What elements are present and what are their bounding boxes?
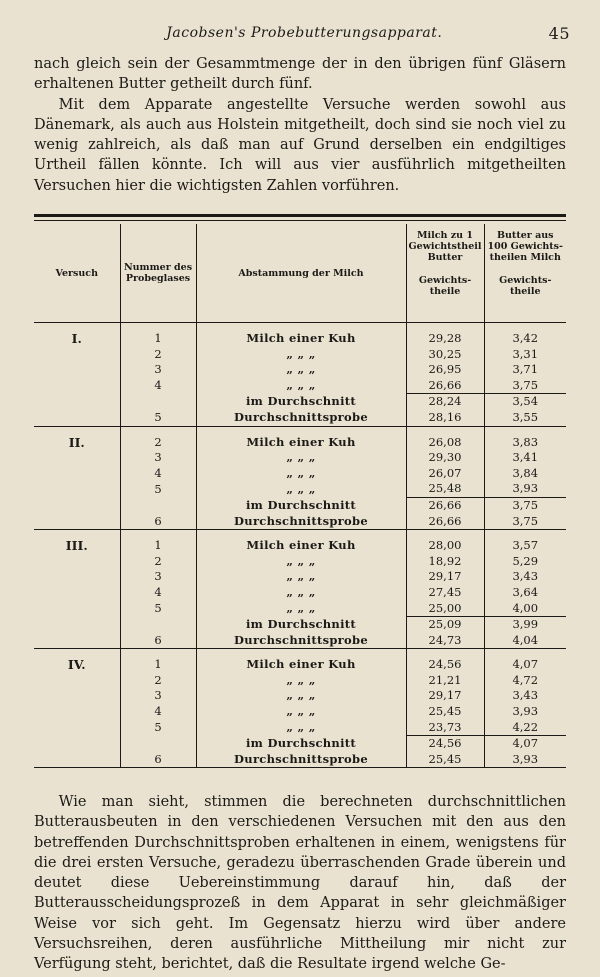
milk-per-butter: 29,28 bbox=[406, 331, 484, 347]
versuch-label bbox=[34, 497, 120, 513]
table-row bbox=[34, 538, 566, 554]
milk-origin: „ „ „ bbox=[196, 466, 406, 482]
table-row bbox=[34, 569, 566, 585]
butter-per-milk: 3,54 bbox=[484, 394, 566, 410]
versuch-label bbox=[34, 704, 120, 720]
running-title: Jacobsen's Probebutterungsapparat. bbox=[166, 25, 443, 41]
outro-text bbox=[34, 792, 566, 975]
butter-per-milk: 3,93 bbox=[484, 752, 566, 768]
butter-per-milk: 3,75 bbox=[484, 378, 566, 394]
results-table bbox=[34, 224, 566, 768]
milk-per-butter: 23,73 bbox=[406, 720, 484, 736]
butter-per-milk: 3,64 bbox=[484, 585, 566, 601]
table-row bbox=[34, 435, 566, 451]
intro-paragraph-1: nach gleich sein der Gesammtmenge der in den übrigen fünf Gläsern erhaltenen Butter getheilt durch fünf. bbox=[34, 56, 566, 93]
probeglas-number: 2 bbox=[120, 347, 196, 363]
butter-per-milk: 3,99 bbox=[484, 617, 566, 633]
probeglas-number: 1 bbox=[120, 538, 196, 554]
butter-per-milk: 3,84 bbox=[484, 466, 566, 482]
probeglas-number: 1 bbox=[120, 657, 196, 673]
probeglas-number: 5 bbox=[120, 410, 196, 426]
table-row bbox=[34, 497, 566, 513]
milk-per-butter: 26,08 bbox=[406, 435, 484, 451]
table-row bbox=[34, 736, 566, 752]
header-abstammung: Abstammung der Milch bbox=[196, 224, 406, 323]
butter-per-milk: 4,07 bbox=[484, 736, 566, 752]
milk-origin: im Durchschnitt bbox=[196, 394, 406, 410]
table-row bbox=[34, 633, 566, 649]
probeglas-number: 3 bbox=[120, 688, 196, 704]
milk-per-butter: 28,16 bbox=[406, 410, 484, 426]
butter-per-milk: 3,93 bbox=[484, 704, 566, 720]
butter-per-milk: 4,07 bbox=[484, 657, 566, 673]
milk-per-butter: 26,66 bbox=[406, 378, 484, 394]
versuch-label bbox=[34, 362, 120, 378]
milk-origin: Milch einer Kuh bbox=[196, 435, 406, 451]
table-row bbox=[34, 585, 566, 601]
header-milch bbox=[406, 224, 484, 323]
running-header bbox=[60, 20, 570, 46]
milk-per-butter: 28,00 bbox=[406, 538, 484, 554]
milk-per-butter: 29,17 bbox=[406, 688, 484, 704]
versuch-label bbox=[34, 633, 120, 649]
butter-per-milk: 4,72 bbox=[484, 673, 566, 689]
butter-per-milk: 3,42 bbox=[484, 331, 566, 347]
probeglas-number: 4 bbox=[120, 704, 196, 720]
probeglas-number: 4 bbox=[120, 378, 196, 394]
milk-origin: „ „ „ bbox=[196, 720, 406, 736]
milk-per-butter: 29,30 bbox=[406, 450, 484, 466]
milk-per-butter: 25,09 bbox=[406, 617, 484, 633]
table-top-rule-thin bbox=[34, 220, 566, 221]
butter-per-milk: 4,22 bbox=[484, 720, 566, 736]
versuch-label bbox=[34, 673, 120, 689]
header-nummer: Nummer des Probeglases bbox=[120, 224, 196, 323]
probeglas-number: 1 bbox=[120, 331, 196, 347]
versuch-label bbox=[34, 554, 120, 570]
milk-origin: Milch einer Kuh bbox=[196, 657, 406, 673]
butter-per-milk: 3,71 bbox=[484, 362, 566, 378]
table-row bbox=[34, 554, 566, 570]
group-spacer bbox=[34, 426, 566, 435]
probeglas-number: 6 bbox=[120, 514, 196, 530]
probeglas-number: 4 bbox=[120, 466, 196, 482]
milk-origin: im Durchschnitt bbox=[196, 617, 406, 633]
milk-origin: „ „ „ bbox=[196, 362, 406, 378]
butter-per-milk: 3,41 bbox=[484, 450, 566, 466]
header-milch-label: Milch zu 1 Gewichtstheil Butter bbox=[408, 230, 482, 263]
table-row bbox=[34, 347, 566, 363]
group-spacer bbox=[34, 323, 566, 332]
butter-per-milk: 3,93 bbox=[484, 481, 566, 497]
probeglas-number: 6 bbox=[120, 752, 196, 768]
intro-text bbox=[34, 54, 566, 196]
probeglas-number: 3 bbox=[120, 569, 196, 585]
milk-origin: „ „ „ bbox=[196, 481, 406, 497]
milk-origin: „ „ „ bbox=[196, 450, 406, 466]
butter-per-milk: 4,00 bbox=[484, 601, 566, 617]
milk-per-butter: 24,73 bbox=[406, 633, 484, 649]
versuch-label bbox=[34, 736, 120, 752]
outro-paragraph-1: Wie man sieht, stimmen die berechneten durchschnittlichen Butterausbeuten in den verschiedenen Versuchen mit den aus den betreffenden Durchschnittsproben erhaltenen in einem, wenigstens für die drei ersten Versuche, geradezu überraschenden Grade überein und deutet diese Uebereinstimmung darauf hin, daß der Butterausscheidungsprozeß in dem Apparat in sehr gleichmäßiger Weise vor sich geht. Im Gegensatz hierzu wird über andere Versuchsreihen, deren ausführliche Mittheilung mir nicht zur Verfügung steht, berichtet, daß die Resultate irgend welche Ge- bbox=[34, 794, 566, 973]
table-row bbox=[34, 752, 566, 768]
versuch-label bbox=[34, 585, 120, 601]
header-milch-unit: Gewichts-theile bbox=[418, 275, 472, 297]
milk-per-butter: 21,21 bbox=[406, 673, 484, 689]
butter-per-milk: 3,43 bbox=[484, 569, 566, 585]
milk-per-butter: 25,00 bbox=[406, 601, 484, 617]
milk-origin: „ „ „ bbox=[196, 347, 406, 363]
versuch-label bbox=[34, 601, 120, 617]
table-row bbox=[34, 410, 566, 426]
table-row bbox=[34, 617, 566, 633]
table-header-row bbox=[34, 224, 566, 323]
probeglas-number bbox=[120, 617, 196, 633]
butter-per-milk: 3,43 bbox=[484, 688, 566, 704]
milk-origin: „ „ „ bbox=[196, 601, 406, 617]
milk-per-butter: 24,56 bbox=[406, 736, 484, 752]
table-row bbox=[34, 394, 566, 410]
milk-origin: Durchschnittsprobe bbox=[196, 752, 406, 768]
milk-per-butter: 27,45 bbox=[406, 585, 484, 601]
milk-origin: Milch einer Kuh bbox=[196, 331, 406, 347]
butter-per-milk: 3,83 bbox=[484, 435, 566, 451]
versuch-label bbox=[34, 514, 120, 530]
header-butter-unit: Gewichts-theile bbox=[499, 275, 552, 297]
probeglas-number: 2 bbox=[120, 435, 196, 451]
milk-origin: „ „ „ bbox=[196, 554, 406, 570]
milk-per-butter: 25,45 bbox=[406, 752, 484, 768]
group-spacer bbox=[34, 649, 566, 658]
milk-origin: Durchschnittsprobe bbox=[196, 633, 406, 649]
butter-per-milk: 3,55 bbox=[484, 410, 566, 426]
versuch-label: III. bbox=[65, 538, 88, 554]
milk-per-butter: 26,66 bbox=[406, 514, 484, 530]
milk-per-butter: 24,56 bbox=[406, 657, 484, 673]
table-row bbox=[34, 450, 566, 466]
probeglas-number: 3 bbox=[120, 362, 196, 378]
milk-origin: „ „ „ bbox=[196, 585, 406, 601]
probeglas-number: 5 bbox=[120, 601, 196, 617]
milk-origin: Durchschnittsprobe bbox=[196, 410, 406, 426]
table-row bbox=[34, 466, 566, 482]
table-row bbox=[34, 673, 566, 689]
header-butter bbox=[484, 224, 566, 323]
table-row bbox=[34, 720, 566, 736]
versuch-label bbox=[34, 347, 120, 363]
milk-origin: „ „ „ bbox=[196, 688, 406, 704]
milk-origin: im Durchschnitt bbox=[196, 497, 406, 513]
versuch-label: I. bbox=[71, 331, 82, 346]
milk-origin: „ „ „ bbox=[196, 673, 406, 689]
versuch-label bbox=[34, 481, 120, 497]
milk-per-butter: 28,24 bbox=[406, 394, 484, 410]
butter-per-milk: 3,31 bbox=[484, 347, 566, 363]
milk-origin: „ „ „ bbox=[196, 569, 406, 585]
intro-paragraph-2: Mit dem Apparate angestellte Versuche werden sowohl aus Dänemark, als auch aus Holstein mitgetheilt, doch sind sie noch viel zu wenig zahlreich, als daß man auf Grund derselben ein endgiltiges Urtheil fällen könnte. Ich will aus vier ausführlich mitgetheilten Versuchen hier die wichtigsten Zahlen vorführen. bbox=[34, 96, 566, 194]
milk-per-butter: 26,07 bbox=[406, 466, 484, 482]
butter-per-milk: 5,29 bbox=[484, 554, 566, 570]
header-butter-label: Butter aus 100 Gewichts-theilen Milch bbox=[487, 230, 563, 263]
page-number: 45 bbox=[548, 23, 570, 43]
versuch-label bbox=[34, 617, 120, 633]
table-top-rule bbox=[34, 214, 566, 217]
milk-per-butter: 25,48 bbox=[406, 481, 484, 497]
milk-origin: Durchschnittsprobe bbox=[196, 514, 406, 530]
probeglas-number bbox=[120, 736, 196, 752]
group-spacer bbox=[34, 530, 566, 539]
probeglas-number bbox=[120, 497, 196, 513]
probeglas-number bbox=[120, 394, 196, 410]
milk-per-butter: 25,45 bbox=[406, 704, 484, 720]
versuch-label bbox=[34, 466, 120, 482]
table-row bbox=[34, 378, 566, 394]
butter-per-milk: 4,04 bbox=[484, 633, 566, 649]
table-row bbox=[34, 657, 566, 673]
probeglas-number: 2 bbox=[120, 673, 196, 689]
milk-origin: im Durchschnitt bbox=[196, 736, 406, 752]
probeglas-number: 2 bbox=[120, 554, 196, 570]
probeglas-number: 5 bbox=[120, 720, 196, 736]
table-row bbox=[34, 362, 566, 378]
versuch-label: II. bbox=[68, 434, 85, 450]
versuch-label bbox=[34, 410, 120, 426]
table-row bbox=[34, 331, 566, 347]
milk-origin: „ „ „ bbox=[196, 378, 406, 394]
milk-per-butter: 26,95 bbox=[406, 362, 484, 378]
probeglas-number: 4 bbox=[120, 585, 196, 601]
butter-per-milk: 3,57 bbox=[484, 538, 566, 554]
versuch-label: IV. bbox=[67, 657, 86, 673]
versuch-label bbox=[34, 688, 120, 704]
probeglas-number: 6 bbox=[120, 633, 196, 649]
milk-per-butter: 29,17 bbox=[406, 569, 484, 585]
table-row bbox=[34, 514, 566, 530]
milk-origin: „ „ „ bbox=[196, 704, 406, 720]
table-row bbox=[34, 704, 566, 720]
versuch-label bbox=[34, 450, 120, 466]
table-body bbox=[34, 323, 566, 768]
table-row bbox=[34, 601, 566, 617]
butter-per-milk: 3,75 bbox=[484, 497, 566, 513]
milk-per-butter: 26,66 bbox=[406, 497, 484, 513]
versuch-label bbox=[34, 569, 120, 585]
versuch-label bbox=[34, 378, 120, 394]
probeglas-number: 3 bbox=[120, 450, 196, 466]
versuch-label bbox=[34, 752, 120, 768]
table-row bbox=[34, 688, 566, 704]
probeglas-number: 5 bbox=[120, 481, 196, 497]
milk-per-butter: 18,92 bbox=[406, 554, 484, 570]
header-versuch: Versuch bbox=[34, 224, 120, 323]
milk-origin: Milch einer Kuh bbox=[196, 538, 406, 554]
table-row bbox=[34, 481, 566, 497]
versuch-label bbox=[34, 394, 120, 410]
butter-per-milk: 3,75 bbox=[484, 514, 566, 530]
milk-per-butter: 30,25 bbox=[406, 347, 484, 363]
versuch-label bbox=[34, 720, 120, 736]
